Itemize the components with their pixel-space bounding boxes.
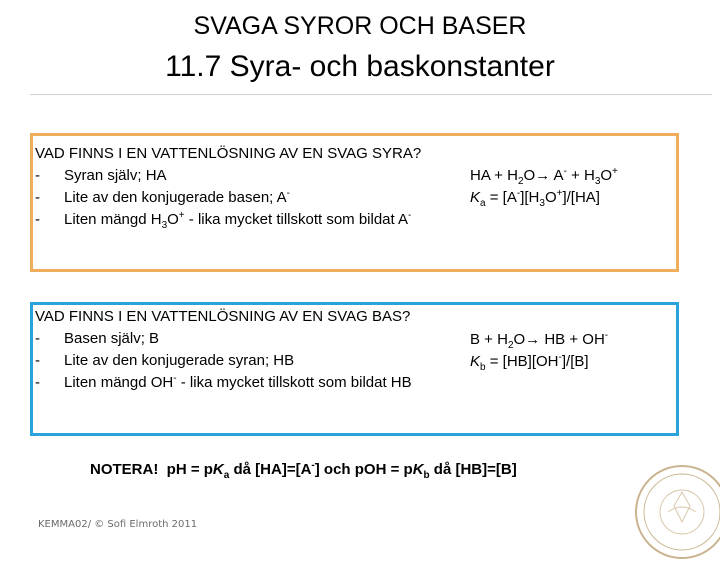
weak-acid-equations xyxy=(470,165,618,209)
kb-expression: $K_b = [HB][OH^-]/[B]$ xyxy=(470,352,589,373)
ka-expression: $K_a = [A^-][H_3O^+]/[HA]$ xyxy=(470,188,600,209)
weak-base-heading: VAD FINNS I EN VATTENLÖSNING AV EN SVAG BAS? xyxy=(35,308,411,325)
weak-base-content xyxy=(35,306,412,394)
list-item: - Syran själv; HA xyxy=(35,167,167,184)
weak-acid-content xyxy=(35,143,421,231)
base-equilibrium-equation: $B + H_2O\to$ HB + OH- xyxy=(470,330,609,351)
weak-base-equations xyxy=(470,329,608,373)
list-item: - Liten mängd OH- - lika mycket tillskott som bildat HB xyxy=(35,373,412,391)
university-seal-icon xyxy=(632,462,720,562)
list-item: - Lite av den konjugerade basen; A- xyxy=(35,188,291,206)
slide-title: 11.7 Syra- och baskonstanter xyxy=(165,50,555,83)
note-text: NOTERA! pH = $pK_a$ då [HA]=[A-] och pOH = $pK_b$ då [HB]=[B] xyxy=(90,460,517,481)
list-item: - Liten mängd $H_3O^+$ - lika mycket tillskott som bildat A- xyxy=(35,210,412,231)
list-item: - Lite av den konjugerade syran; HB xyxy=(35,352,295,369)
footer-credit: KEMMA02/ © Sofi Elmroth 2011 xyxy=(38,519,198,530)
acid-equilibrium-equation: HA + $H_2O\to A^- + H_3O^+$ xyxy=(470,166,618,187)
title-divider xyxy=(30,94,712,95)
weak-acid-heading: VAD FINNS I EN VATTENLÖSNING AV EN SVAG SYRA? xyxy=(35,145,422,162)
slide-supertitle: SVAGA SYROR OCH BASER xyxy=(193,12,527,40)
list-item: - Basen själv; B xyxy=(35,330,160,347)
